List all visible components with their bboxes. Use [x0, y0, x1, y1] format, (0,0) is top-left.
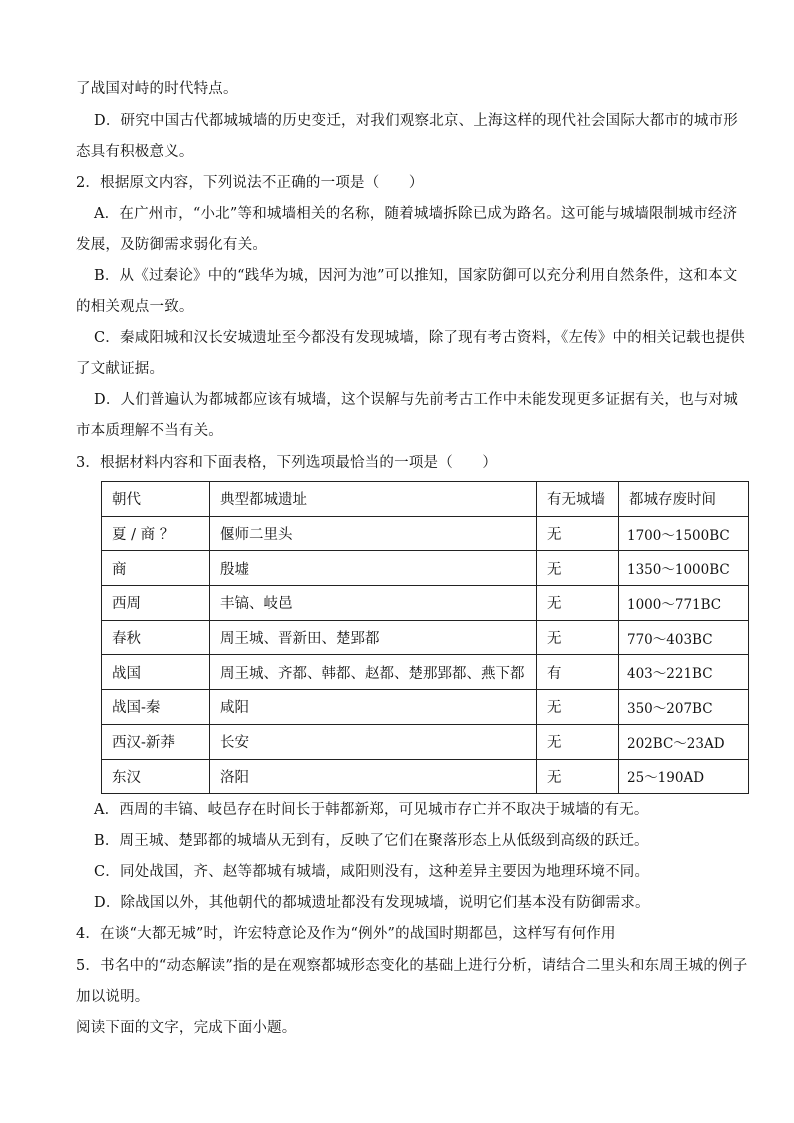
table-cell: 1350～1000BC: [619, 551, 749, 586]
table-cell: 东汉: [102, 759, 210, 794]
option-d-q3: D．除战国以外，其他朝代的都城遗址都没有发现城墙，说明它们基本没有防御需求。: [94, 895, 650, 911]
option-a-q2: A．在广州市，“小北”等和城墙相关的名称，随着城墙拆除已成为路名。这可能与城墙限制城市经济: [94, 206, 738, 222]
option-d-q1: D．研究中国古代都城城墙的历史变迁，对我们观察北京、上海这样的现代社会国际大都市的城市形: [94, 113, 738, 129]
table-cell: 无: [537, 759, 619, 794]
option-b-q2: B．从《过秦论》中的“践华为城，因河为池”可以推知，国家防御可以充分利用自然条件，这和本文: [94, 268, 738, 284]
table-cell: 403～221BC: [619, 655, 749, 690]
table-cell: 无: [537, 690, 619, 725]
table-cell: 偃师二里头: [210, 516, 537, 551]
capital-walls-table: [101, 481, 749, 794]
table-cell: 丰镐、岐邑: [210, 586, 537, 621]
table-header-row: [102, 482, 749, 517]
table-row: [102, 690, 749, 725]
table-cell: 西汉-新莽: [102, 724, 210, 759]
table-cell: 春秋: [102, 620, 210, 655]
text-line: 发展，及防御需求弱化有关。: [76, 237, 268, 253]
text-line: 加以说明。: [76, 989, 150, 1005]
table-header-cell: 朝代: [102, 482, 210, 517]
table-cell: 25～190AD: [619, 759, 749, 794]
table-cell: 1700～1500BC: [619, 516, 749, 551]
table-cell: 1000～771BC: [619, 586, 749, 621]
table-cell: 770～403BC: [619, 620, 749, 655]
option-d-q2: D．人们普遍认为都城都应该有城墙，这个误解与先前考古工作中未能发现更多证据有关，也与对城: [94, 392, 738, 408]
text-line: 市本质理解不当有关。: [76, 423, 223, 439]
table-cell: 咸阳: [210, 690, 537, 725]
table-header-cell: 有无城墙: [537, 482, 619, 517]
table-cell: 无: [537, 586, 619, 621]
option-c-q2: C．秦咸阳城和汉长安城遗址至今都没有发现城墙，除了现有考古资料，《左传》中的相关记载也提供: [94, 330, 745, 346]
table-row: [102, 724, 749, 759]
table-cell: 无: [537, 724, 619, 759]
table-header-cell: 都城存废时间: [619, 482, 749, 517]
text-line: 态具有积极意义。: [76, 144, 194, 160]
option-b-q3: B．周王城、楚郢都的城墙从无到有，反映了它们在聚落形态上从低级到高级的跃迁。: [94, 833, 649, 849]
table-cell: 商: [102, 551, 210, 586]
question-4-stem: 4．在谈“大都无城”时，许宏特意论及作为“例外”的战国时期都邑，这样写有何作用: [76, 926, 616, 942]
text-line: 的相关观点一致。: [76, 299, 194, 315]
table-cell: 无: [537, 551, 619, 586]
text-line: 了战国对峙的时代特点。: [76, 81, 238, 97]
table-cell: 有: [537, 655, 619, 690]
question-5-stem: 5．书名中的“动态解读”指的是在观察都城形态变化的基础上进行分析，请结合二里头和东周王城的例子: [76, 958, 748, 974]
table-cell: 西周: [102, 586, 210, 621]
table-cell: 周王城、晋新田、楚郢都: [210, 620, 537, 655]
text-line: 了文献证据。: [76, 361, 165, 377]
reading-instruction: 阅读下面的文字，完成下面小题。: [76, 1020, 297, 1036]
table-row: [102, 620, 749, 655]
question-2-stem: 2．根据原文内容，下列说法不正确的一项是（ ）: [76, 175, 424, 191]
table-cell: 无: [537, 516, 619, 551]
table-row: [102, 551, 749, 586]
question-3-stem: 3．根据材料内容和下面表格，下列选项最恰当的一项是（ ）: [76, 455, 498, 471]
table-cell: 长安: [210, 724, 537, 759]
table-cell: 战国-秦: [102, 690, 210, 725]
table-cell: 无: [537, 620, 619, 655]
table-header-cell: 典型都城遗址: [210, 482, 537, 517]
table-cell: 350～207BC: [619, 690, 749, 725]
table-row: [102, 586, 749, 621]
table-cell: 战国: [102, 655, 210, 690]
table-cell: 202BC～23AD: [619, 724, 749, 759]
option-c-q3: C．同处战国，齐、赵等都城有城墙，咸阳则没有，这种差异主要因为地理环境不同。: [94, 864, 650, 880]
option-a-q3: A．西周的丰镐、岐邑存在时间长于韩都新郑，可见城市存亡并不取决于城墙的有无。: [94, 802, 649, 818]
table-cell: 殷墟: [210, 551, 537, 586]
table-cell: 洛阳: [210, 759, 537, 794]
table-cell: 周王城、齐都、韩都、赵都、楚那郢都、燕下都: [210, 655, 537, 690]
table-cell: 夏 / 商 ？: [102, 516, 210, 551]
table-row: [102, 759, 749, 794]
table-row: [102, 655, 749, 690]
table-row: [102, 516, 749, 551]
